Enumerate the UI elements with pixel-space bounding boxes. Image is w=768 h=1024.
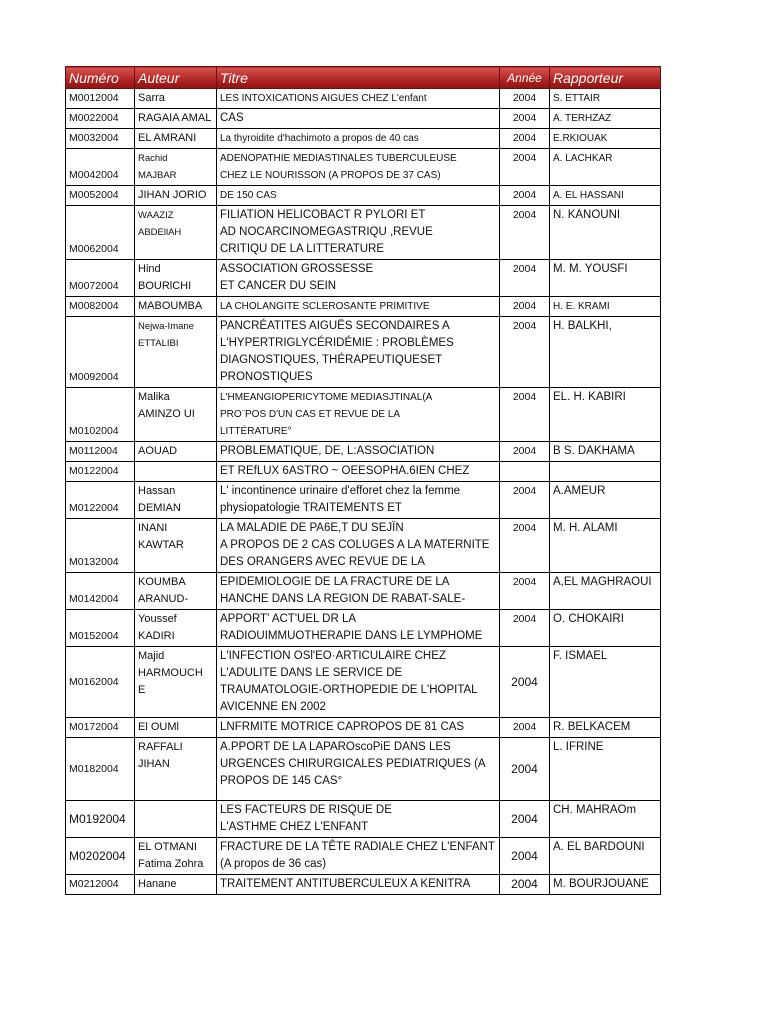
cell-annee: 2004 bbox=[500, 875, 550, 895]
cell-titre-line: LA CHOLANGITE SCLEROSANTE PRIMITIVE bbox=[220, 301, 430, 312]
cell-titre bbox=[217, 647, 500, 718]
cell-rapporteur: N. KANOUNI bbox=[550, 206, 661, 260]
cell-auteur-line: Fatima Zohra bbox=[138, 858, 204, 870]
cell-auteur-line: Hassan bbox=[138, 485, 176, 497]
table-row bbox=[66, 297, 661, 317]
cell-auteur-line: RAFFALI bbox=[138, 741, 183, 753]
cell-rapporteur bbox=[550, 462, 661, 482]
cell-numero: M0112004 bbox=[66, 442, 135, 462]
cell-auteur-line: E bbox=[138, 684, 146, 696]
cell-rapporteur: S. ETTAIR bbox=[550, 89, 661, 109]
cell-numero: M0172004 bbox=[66, 718, 135, 738]
cell-rapporteur: L. IFRINE bbox=[550, 738, 661, 801]
cell-titre bbox=[217, 317, 500, 388]
cell-titre bbox=[217, 149, 500, 186]
table-row bbox=[66, 875, 661, 895]
cell-titre-line: L' incontinence urinaire d'efforet chez la femme bbox=[220, 485, 461, 497]
cell-annee: 2004 bbox=[500, 838, 550, 875]
cell-auteur-line: KOUMBA bbox=[138, 576, 186, 588]
cell-titre-line: ADENOPATHIE MEDIASTINALES TUBERCULEUSE bbox=[220, 153, 457, 164]
cell-auteur-line: INANI bbox=[138, 522, 168, 534]
cell-numero: M0152004 bbox=[66, 610, 135, 647]
cell-titre-line: ET CANCER DU SEIN bbox=[220, 280, 337, 292]
cell-titre-line: L'ADULITE DANS LE SERVICE DE bbox=[220, 667, 403, 679]
cell-rapporteur: M. BOURJOUANE bbox=[550, 875, 661, 895]
cell-titre-line: AD NOCARCINOMEGASTRIQU ,REVUE bbox=[220, 226, 433, 238]
cell-annee: 2004 bbox=[500, 738, 550, 801]
cell-titre bbox=[217, 718, 500, 738]
cell-titre bbox=[217, 129, 500, 149]
cell-annee bbox=[500, 462, 550, 482]
cell-rapporteur: R. BELKACEM bbox=[550, 718, 661, 738]
cell-auteur-line: Malika bbox=[138, 391, 170, 403]
cell-titre-line: PROBLEMATIQUE, DE, L:ASSOCIATION bbox=[220, 445, 435, 457]
table-row bbox=[66, 647, 661, 718]
cell-titre-line: RADIOUIMMUOTHERAPIE DANS LE LYMPHOME bbox=[220, 630, 483, 642]
cell-auteur bbox=[135, 482, 217, 519]
cell-auteur bbox=[135, 610, 217, 647]
cell-rapporteur: H. BALKHI, bbox=[550, 317, 661, 388]
header-annee: Année bbox=[500, 67, 550, 89]
cell-auteur-line: JIHAN JORIO bbox=[138, 189, 207, 201]
cell-titre-line: HANCHE DANS LA REGION DE RABAT-SALE- bbox=[220, 593, 466, 605]
header-titre: Titre bbox=[217, 67, 500, 89]
cell-auteur-line: DEMIAN bbox=[138, 502, 181, 514]
cell-auteur-line: KADIRI bbox=[138, 630, 175, 642]
cell-auteur-line: Rachid bbox=[138, 153, 168, 164]
cell-titre-line: (A propos de 36 cas) bbox=[220, 858, 327, 870]
cell-rapporteur: H. E. KRAMI bbox=[550, 297, 661, 317]
cell-auteur-line: ETTALIBI bbox=[138, 338, 179, 349]
cell-titre bbox=[217, 297, 500, 317]
header-row bbox=[66, 67, 661, 89]
cell-auteur bbox=[135, 442, 217, 462]
cell-auteur-line: EL OTMANI bbox=[138, 841, 197, 853]
cell-titre-line: CAS bbox=[220, 112, 244, 124]
cell-annee: 2004 bbox=[500, 149, 550, 186]
cell-auteur bbox=[135, 838, 217, 875]
cell-titre-line: DIAGNOSTIQUES, THÉRAPEUTIQUESET bbox=[220, 354, 443, 366]
cell-titre bbox=[217, 482, 500, 519]
cell-auteur-line: MAJBAR bbox=[138, 170, 177, 181]
cell-rapporteur: A. EL HASSANI bbox=[550, 186, 661, 206]
cell-annee: 2004 bbox=[500, 647, 550, 718]
cell-auteur bbox=[135, 186, 217, 206]
header-rapporteur: Rapporteur bbox=[550, 67, 661, 89]
cell-titre-line: DES ORANGERS AVEC REVUE DE LA bbox=[220, 556, 425, 568]
cell-auteur bbox=[135, 149, 217, 186]
cell-auteur-line: BOURlCHI bbox=[138, 280, 192, 292]
cell-auteur bbox=[135, 206, 217, 260]
cell-titre-line: EPIDEMIOLOGIE DE LA FRACTURE DE LA bbox=[220, 576, 450, 588]
cell-auteur-line: El OUMl bbox=[138, 721, 179, 733]
cell-auteur-line: Sarra bbox=[138, 92, 165, 104]
cell-auteur bbox=[135, 317, 217, 388]
table-row bbox=[66, 462, 661, 482]
table-row bbox=[66, 129, 661, 149]
header-auteur: Auteur bbox=[135, 67, 217, 89]
header-numero: Numéro bbox=[66, 67, 135, 89]
cell-titre-line: APPORT' ACT'UEL DR LA bbox=[220, 613, 357, 625]
table-row bbox=[66, 838, 661, 875]
cell-numero: M0122004 bbox=[66, 482, 135, 519]
cell-titre bbox=[217, 206, 500, 260]
cell-titre-line: L'HYPERTRIGLYCÉRIDÉMIE : PROBLÈMES bbox=[220, 337, 454, 349]
cell-auteur bbox=[135, 129, 217, 149]
cell-rapporteur: A.AMEUR bbox=[550, 482, 661, 519]
cell-auteur bbox=[135, 738, 217, 801]
cell-titre-line: LITTÉRATURE° bbox=[220, 426, 292, 437]
cell-auteur-line: ABDEllAH bbox=[138, 227, 182, 238]
cell-auteur-line: Hanane bbox=[138, 878, 177, 890]
cell-annee: 2004 bbox=[500, 109, 550, 129]
cell-numero: M0042004 bbox=[66, 149, 135, 186]
cell-titre-line: CHEZ LE NOURISSON (A PROPOS DE 37 CAS) bbox=[220, 170, 441, 181]
cell-numero: M0072004 bbox=[66, 260, 135, 297]
cell-titre-line: ASSOCIATION GROSSESSE bbox=[220, 263, 374, 275]
cell-auteur-line: ARANUD- bbox=[138, 593, 189, 605]
cell-titre-line: DE 150 CAS bbox=[220, 190, 277, 201]
cell-titre-line: AVICENNE EN 2002 bbox=[220, 701, 326, 713]
cell-auteur-line: Majid bbox=[138, 650, 165, 662]
cell-titre-line: physiopatologie TRAITEMENTS ET bbox=[220, 502, 402, 514]
cell-auteur-line: HARMOUCH bbox=[138, 667, 203, 679]
cell-numero: M0092004 bbox=[66, 317, 135, 388]
cell-titre-line: PANCRÉATITES AIGUËS SECONDAIRES A bbox=[220, 320, 450, 332]
cell-titre bbox=[217, 519, 500, 573]
cell-auteur bbox=[135, 260, 217, 297]
cell-titre-line: L'INFECTION OSl'EO·ARTICULAIRE CHEZ bbox=[220, 650, 446, 662]
cell-titre-line: ET REfLUX 6ASTRO ~ OEESOPHA.6IEN CHEZ bbox=[220, 465, 470, 477]
cell-auteur bbox=[135, 89, 217, 109]
cell-titre-line: TRAITEMENT ANTITUBERCULEUX A KENITRA bbox=[220, 878, 471, 890]
cell-rapporteur: B S. DAKHAMA bbox=[550, 442, 661, 462]
cell-auteur-line: AMINZO UI bbox=[138, 408, 195, 420]
cell-titre-line: FRACTURE DE LA TÊTE RADIALE CHEZ L'ENFANT bbox=[220, 841, 495, 853]
cell-titre-line: LA MALADIE DE PA6E,T DU SEJÏN bbox=[220, 522, 404, 534]
cell-auteur bbox=[135, 388, 217, 442]
cell-numero: M0212004 bbox=[66, 875, 135, 895]
cell-annee: 2004 bbox=[500, 388, 550, 442]
cell-annee: 2004 bbox=[500, 260, 550, 297]
table-row bbox=[66, 186, 661, 206]
cell-annee: 2004 bbox=[500, 129, 550, 149]
cell-titre-line: TRAUMATOLOGIE-ORTHOPEDIE DE L'HOPITAL bbox=[220, 684, 478, 696]
cell-titre-line: L'ASTHME CHEZ L'ENFANT bbox=[220, 821, 369, 833]
cell-auteur bbox=[135, 718, 217, 738]
cell-annee: 2004 bbox=[500, 718, 550, 738]
cell-titre bbox=[217, 388, 500, 442]
cell-titre bbox=[217, 875, 500, 895]
table-row bbox=[66, 206, 661, 260]
cell-numero: M0162004 bbox=[66, 647, 135, 718]
cell-titre bbox=[217, 89, 500, 109]
cell-rapporteur: A. LACHKAR bbox=[550, 149, 661, 186]
cell-auteur bbox=[135, 109, 217, 129]
cell-titre-line: PROPOS DE 145 CAS° bbox=[220, 775, 343, 787]
cell-titre bbox=[217, 186, 500, 206]
cell-rapporteur: F. ISMAEL bbox=[550, 647, 661, 718]
cell-titre-line: PRONOSTIQUES bbox=[220, 371, 313, 383]
table-row bbox=[66, 109, 661, 129]
cell-auteur-line: KAWTAR bbox=[138, 539, 184, 551]
cell-titre-line: FILIATION HELICOBACT R PYLORI ET bbox=[220, 209, 426, 221]
cell-annee: 2004 bbox=[500, 89, 550, 109]
cell-numero: M0012004 bbox=[66, 89, 135, 109]
cell-titre-line: L'HMEANGIOPERICYTOME MEDIASJTINAL(A bbox=[220, 392, 433, 403]
cell-auteur bbox=[135, 462, 217, 482]
cell-rapporteur: O. CHOKAIRI bbox=[550, 610, 661, 647]
table-row bbox=[66, 482, 661, 519]
cell-numero: M0122004 bbox=[66, 462, 135, 482]
cell-titre-line: PRO¨POS D'UN CAS ET REVUE DE LA bbox=[220, 409, 401, 420]
table-row bbox=[66, 738, 661, 801]
cell-auteur-line: Youssef bbox=[138, 613, 177, 625]
cell-numero: M0132004 bbox=[66, 519, 135, 573]
cell-rapporteur: EL. H. KABIRI bbox=[550, 388, 661, 442]
cell-annee: 2004 bbox=[500, 206, 550, 260]
cell-auteur-line: AOUAD bbox=[138, 445, 178, 457]
table-body bbox=[66, 89, 661, 895]
cell-auteur-line: WAAZIZ bbox=[138, 210, 174, 221]
cell-titre bbox=[217, 462, 500, 482]
cell-titre-line: CRITIQU DE LA LITTERATURE bbox=[220, 243, 385, 255]
cell-auteur-line: MABOUMBA bbox=[138, 300, 203, 312]
table-row bbox=[66, 89, 661, 109]
cell-titre bbox=[217, 610, 500, 647]
cell-auteur bbox=[135, 875, 217, 895]
cell-annee: 2004 bbox=[500, 442, 550, 462]
cell-auteur-line: JIHAN bbox=[138, 758, 170, 770]
table-row bbox=[66, 388, 661, 442]
cell-auteur bbox=[135, 573, 217, 610]
cell-titre bbox=[217, 260, 500, 297]
cell-titre-line: A.PPORT DE LA LAPAROscoPiE DANS LES bbox=[220, 741, 451, 753]
cell-rapporteur: M. H. ALAMI bbox=[550, 519, 661, 573]
table-row bbox=[66, 610, 661, 647]
cell-auteur-line: Nejwa-Imane bbox=[138, 321, 194, 332]
table-row bbox=[66, 801, 661, 838]
cell-rapporteur: A,EL MAGHRAOUI bbox=[550, 573, 661, 610]
cell-rapporteur: E.RKIOUAK bbox=[550, 129, 661, 149]
table-row bbox=[66, 149, 661, 186]
table-row bbox=[66, 718, 661, 738]
cell-numero: M0202004 bbox=[66, 838, 135, 875]
cell-annee: 2004 bbox=[500, 186, 550, 206]
memoires-table bbox=[65, 66, 661, 895]
cell-annee: 2004 bbox=[500, 482, 550, 519]
cell-titre bbox=[217, 801, 500, 838]
cell-titre bbox=[217, 109, 500, 129]
cell-titre-line: LNFRMITE MOTRICE CAPROPOS DE 81 CAS bbox=[220, 721, 465, 733]
cell-annee: 2004 bbox=[500, 297, 550, 317]
cell-auteur bbox=[135, 297, 217, 317]
cell-numero: M0062004 bbox=[66, 206, 135, 260]
cell-numero: M0032004 bbox=[66, 129, 135, 149]
cell-auteur bbox=[135, 519, 217, 573]
cell-numero: M0192004 bbox=[66, 801, 135, 838]
cell-titre-line: LES FACTEURS DE RISQUE DE bbox=[220, 804, 392, 816]
cell-titre-line: URGENCES CHIRURGICALES PEDIATRIQUES (A bbox=[220, 758, 486, 770]
cell-rapporteur: CH. MAHRAOm bbox=[550, 801, 661, 838]
cell-titre-line: A PROPOS DE 2 CAS COLUGES A LA MATERNITE bbox=[220, 539, 490, 551]
table-row bbox=[66, 573, 661, 610]
cell-auteur bbox=[135, 647, 217, 718]
cell-annee: 2004 bbox=[500, 610, 550, 647]
cell-titre-line: La thyroidite d'hachimoto a propos de 40 cas bbox=[220, 133, 419, 144]
table-row bbox=[66, 442, 661, 462]
table-row bbox=[66, 260, 661, 297]
table-row bbox=[66, 317, 661, 388]
cell-annee: 2004 bbox=[500, 801, 550, 838]
cell-numero: M0052004 bbox=[66, 186, 135, 206]
cell-titre bbox=[217, 838, 500, 875]
cell-numero: M0182004 bbox=[66, 738, 135, 801]
cell-auteur-line: RAGAIA AMAL bbox=[138, 112, 212, 124]
cell-titre bbox=[217, 738, 500, 801]
cell-rapporteur: A. TERHZAZ bbox=[550, 109, 661, 129]
cell-auteur bbox=[135, 801, 217, 838]
cell-titre bbox=[217, 442, 500, 462]
cell-auteur-line: EL AMRANI bbox=[138, 132, 197, 144]
cell-annee: 2004 bbox=[500, 519, 550, 573]
cell-auteur-line: Hind bbox=[138, 263, 161, 275]
cell-titre-line: LES INTOXICATIONS AIGUES CHEZ L'enfant bbox=[220, 93, 427, 104]
cell-numero: M0082004 bbox=[66, 297, 135, 317]
cell-annee: 2004 bbox=[500, 573, 550, 610]
cell-rapporteur: M. M. YOUSFI bbox=[550, 260, 661, 297]
cell-titre bbox=[217, 573, 500, 610]
cell-numero: M0102004 bbox=[66, 388, 135, 442]
cell-numero: M0142004 bbox=[66, 573, 135, 610]
cell-numero: M0022004 bbox=[66, 109, 135, 129]
cell-annee: 2004 bbox=[500, 317, 550, 388]
cell-rapporteur: A. EL BARDOUNI bbox=[550, 838, 661, 875]
table-row bbox=[66, 519, 661, 573]
